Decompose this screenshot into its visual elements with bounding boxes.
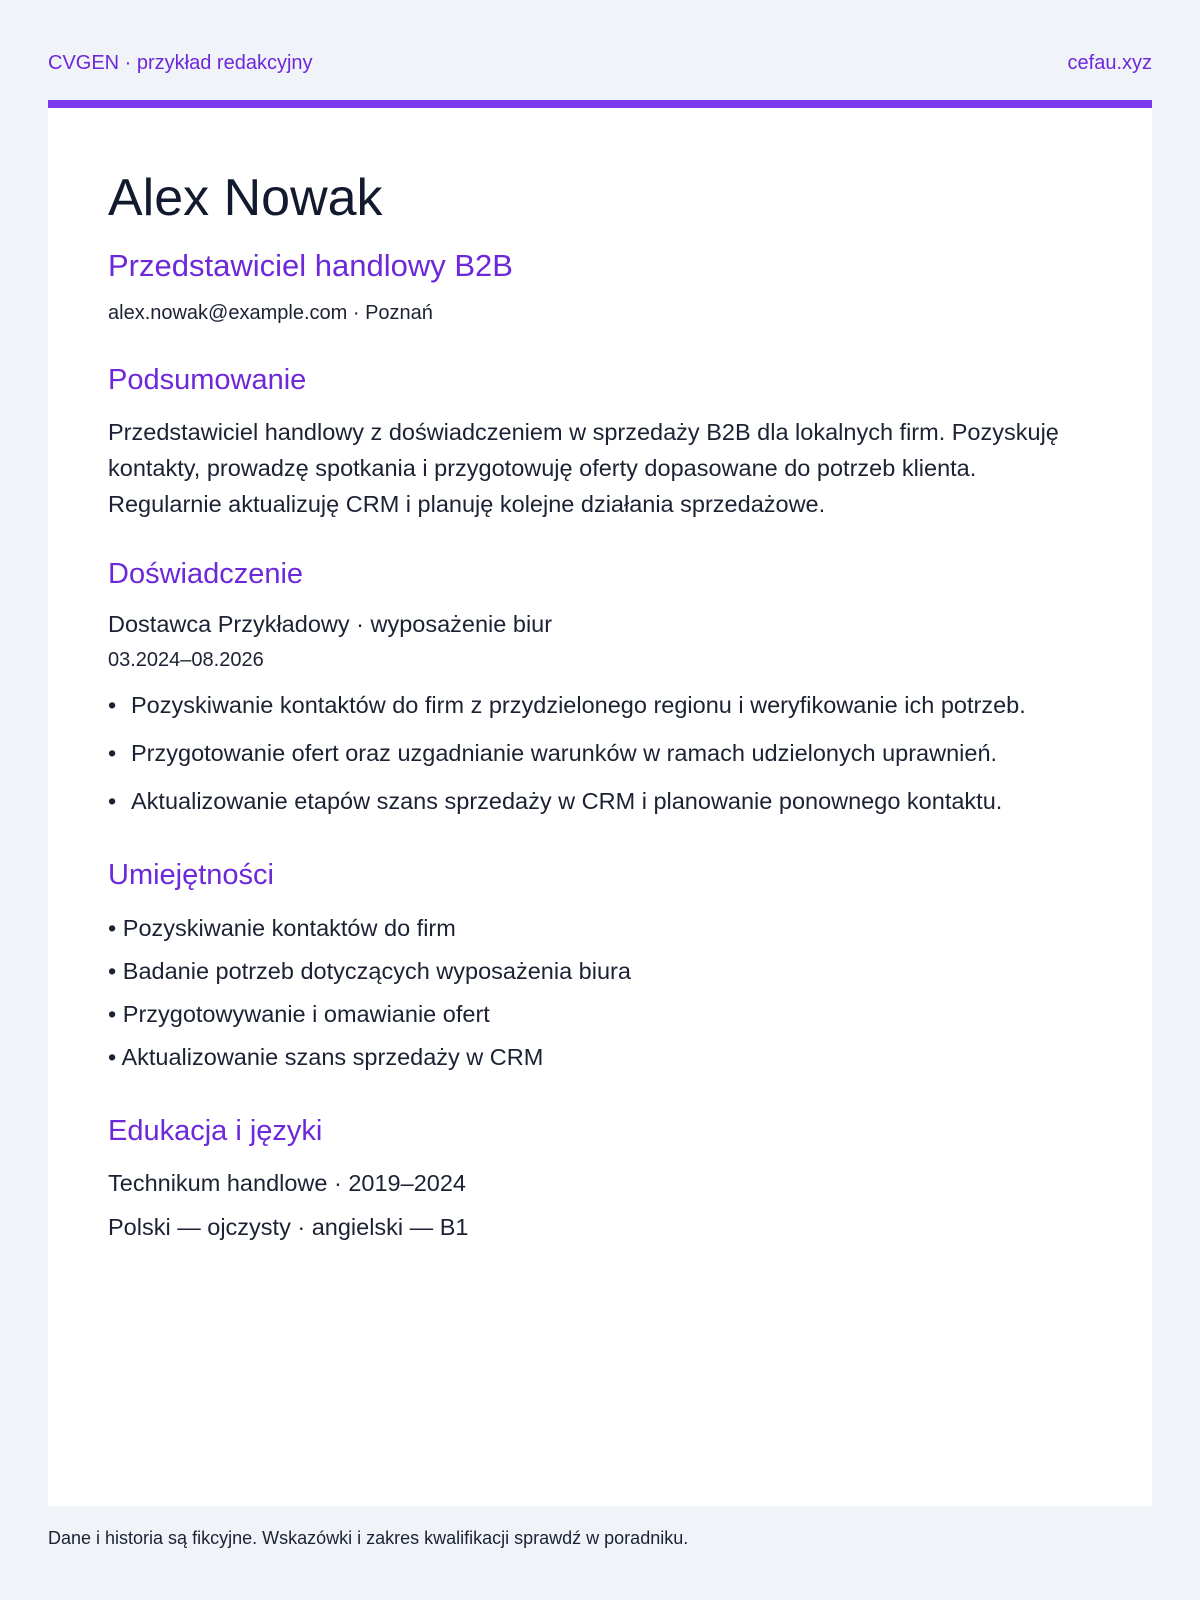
person-name: Alex Nowak: [108, 169, 383, 227]
bullet-dot: •: [108, 740, 117, 766]
skill-text: Badanie potrzeb dotyczących wyposażenia biura: [122, 958, 631, 984]
summary-text: Przedstawiciel handlowy z doświadczeniem w sprzedaży B2B dla lokalnych firm. Pozyskuję kontakty, prowadzę spotkania i przygotowuję oferty dopasowane do potrzeb klienta. Regularnie aktualizuję CRM i planuję kolejne działania sprzedażowe.: [108, 419, 1059, 517]
skill-item: • Aktualizowanie szans sprzedaży w CRM: [108, 1044, 544, 1070]
company-line: Dostawca Przykładowy · wyposażenie biur: [108, 611, 553, 637]
experience-bullet: [108, 688, 1092, 723]
footer-note: Dane i historia są fikcyjne. Wskazówki i zakres kwalifikacji sprawdź w poradniku.: [48, 1528, 689, 1548]
skill-item: • Przygotowywanie i omawianie ofert: [108, 1001, 490, 1027]
bullet-dot: •: [108, 788, 117, 814]
experience-bullet-text: Pozyskiwanie kontaktów do firm z przydzielonego regionu i weryfikowanie ich potrzeb.: [131, 692, 1026, 718]
skill-text: Aktualizowanie szans sprzedaży w CRM: [121, 1044, 544, 1070]
bullet-dot: •: [108, 692, 117, 718]
skills-list: [108, 907, 1092, 1079]
experience-bullet-text: Przygotowanie ofert oraz uzgadnianie warunków w ramach udzielonych uprawnień.: [131, 740, 998, 766]
skill-item: • Pozyskiwanie kontaktów do firm: [108, 915, 456, 941]
person-role: Przedstawiciel handlowy B2B: [108, 248, 513, 283]
experience-bullets: [108, 688, 1092, 819]
contact-line: alex.nowak@example.com · Poznań: [108, 302, 433, 324]
languages-line: Polski — ojczysty · angielski — B1: [108, 1214, 469, 1240]
skill-text: Przygotowywanie i omawianie ofert: [122, 1001, 490, 1027]
employment-dates: 03.2024–08.2026: [108, 649, 264, 671]
experience-bullet-text: Aktualizowanie etapów szans sprzedaży w CRM i planowanie ponownego kontaktu.: [131, 788, 1003, 814]
resume-sheet: [48, 100, 1152, 1506]
experience-bullet: [108, 736, 1092, 771]
summary-heading: Podsumowanie: [108, 364, 307, 396]
skill-item: • Badanie potrzeb dotyczących wyposażenia biura: [108, 958, 631, 984]
education-heading: Edukacja i języki: [108, 1115, 323, 1147]
experience-bullet: [108, 784, 1092, 819]
top-bar: [48, 48, 1152, 78]
brand-label: CVGEN · przykład redakcyjny: [48, 51, 313, 74]
skills-heading: Umiejętności: [108, 859, 274, 891]
site-link[interactable]: cefau.xyz: [1067, 51, 1152, 74]
school-line: Technikum handlowe · 2019–2024: [108, 1170, 466, 1196]
experience-heading: Doświadczenie: [108, 558, 304, 590]
skill-text: Pozyskiwanie kontaktów do firm: [122, 915, 456, 941]
